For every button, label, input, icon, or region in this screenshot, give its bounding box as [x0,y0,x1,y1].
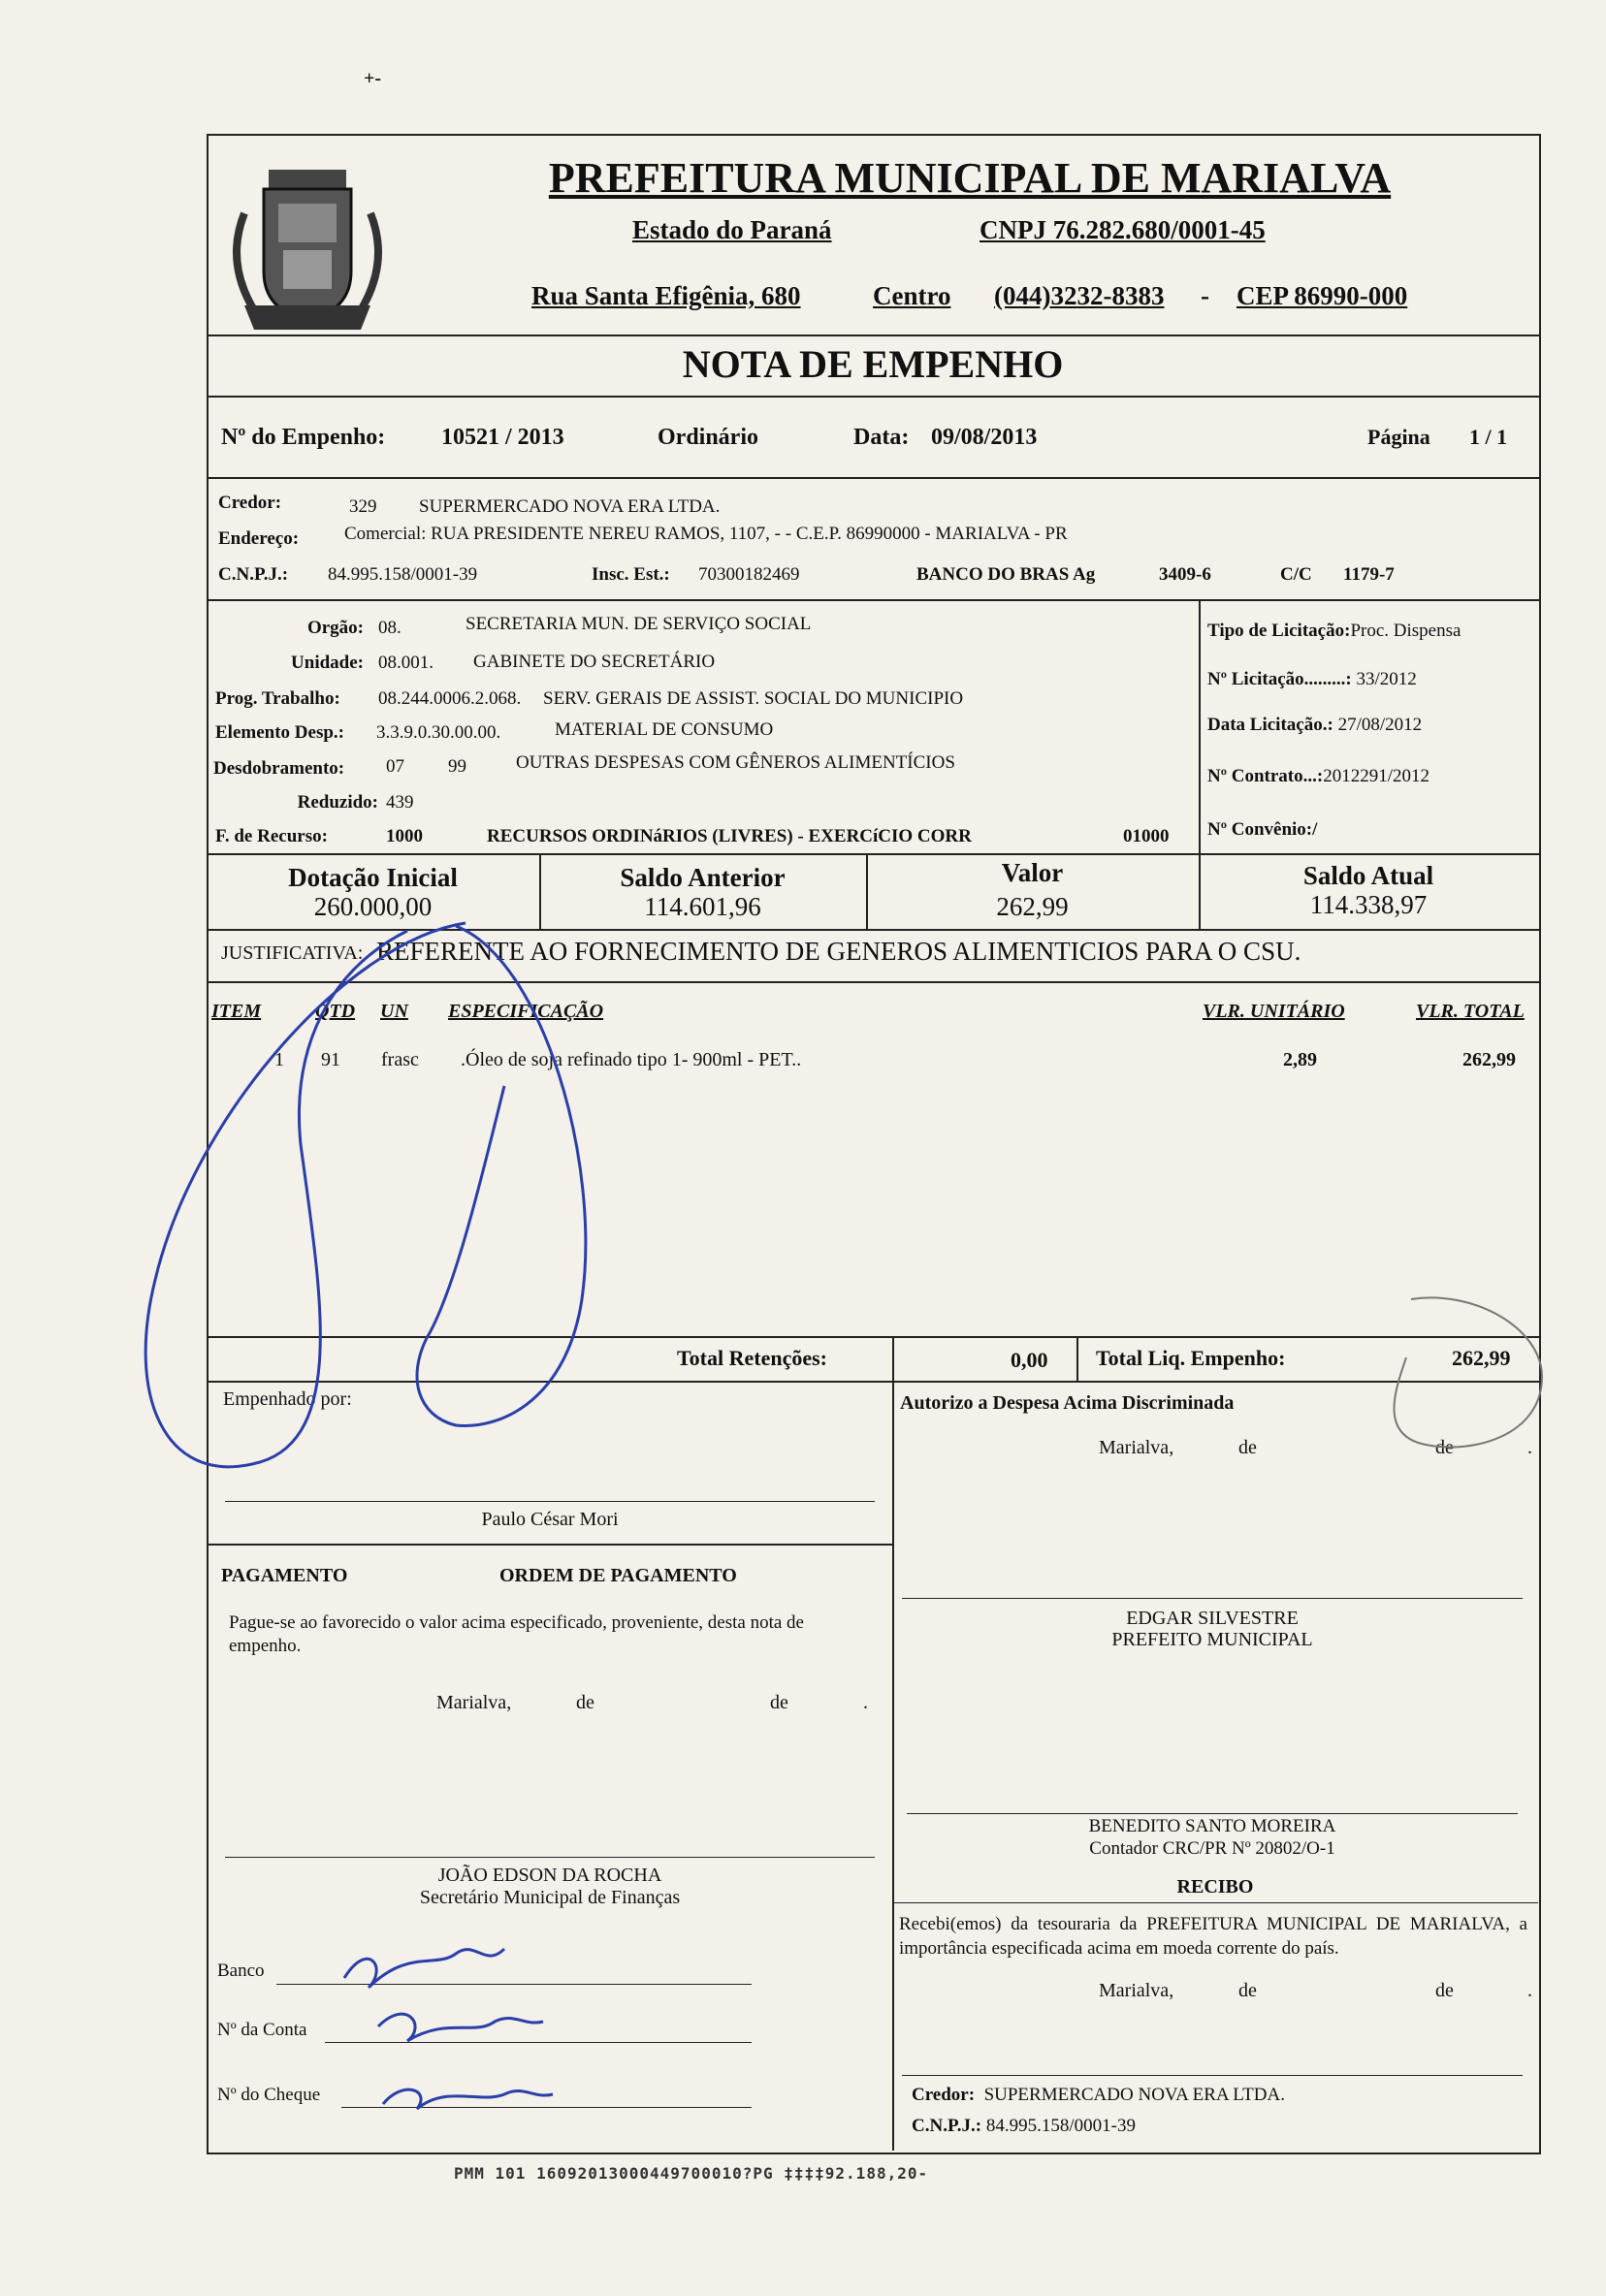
total-liq-value: 262,99 [1452,1346,1511,1370]
banco-field-label: Banco [217,1961,265,1981]
cnpj-prefeitura: CNPJ 76.282.680/0001-45 [980,215,1266,244]
orgao-label: Orgão: [306,618,364,638]
recibo-text: Recebi(emos) da tesouraria da PREFEITURA MUNICIPAL DE MARIALVA, a importância especificada acima em moeda corrente do país. [899,1914,1527,1959]
pagamento-label: PAGAMENTO [221,1565,348,1586]
banco-value: BANCO DO BRAS Ag [916,564,1096,585]
orgao-desc: SECRETARIA MUN. DE SERVIÇO SOCIAL [466,614,812,634]
page-value: 1 / 1 [1469,425,1508,449]
document-title: NOTA DE EMPENHO [682,342,1064,386]
insc-label: Insc. Est.: [592,564,670,585]
col-vlr-unit: VLR. UNITÁRIO [1203,1001,1345,1022]
pagamento-de1: de [576,1692,594,1713]
desdobramento-code1: 07 [386,756,404,777]
secretario-name: JOÃO EDSON DA ROCHA [437,1865,662,1886]
empenhado-label: Empenhado por: [223,1388,352,1410]
recibo-dot: . [1527,1980,1532,2001]
elemento-code: 3.3.9.0.30.00.00. [376,722,501,743]
signature-banco [344,1949,504,1988]
date-label: Data: [853,425,910,450]
justificativa-text: REFERENTE AO FORNECIMENTO DE GENEROS ALIMENTICIOS PARA O CSU. [376,937,1301,966]
reduzido-label: Reduzido: [297,792,378,813]
justificativa-label: JUSTIFICATIVA: [221,942,364,964]
elemento-desc: MATERIAL DE CONSUMO [555,719,774,740]
autorizo-label: Autorizo a Despesa Acima Discriminada [900,1392,1235,1414]
num-contrato: Nº Contrato...:2012291/2012 [1207,766,1429,786]
total-retencoes-label: Total Retenções: [677,1346,827,1370]
footer-code: PMM 101 16092013000449700010?PG ‡‡‡‡92.188,20- [454,2164,929,2183]
data-licitacao: Data Licitação.: 27/08/2012 [1207,715,1423,735]
pagamento-text: Pague-se ao favorecido o valor acima especificado, proveniente, desta nota de empenho. [229,1612,804,1656]
handwritten-loop-right [417,926,586,1425]
page-label: Página [1367,425,1430,449]
prog-desc: SERV. GERAIS DE ASSIST. SOCIAL DO MUNICIPIO [543,688,964,709]
prefeito-title: PREFEITO MUNICIPAL [1111,1629,1313,1650]
signature-conta [378,2014,543,2041]
pagamento-de2: de [770,1692,788,1713]
pagamento-dot: . [863,1692,868,1713]
reduzido-value: 439 [386,792,414,813]
empenho-number: 10521 / 2013 [441,425,564,450]
autorizo-city: Marialva, [1099,1437,1174,1458]
insc-value: 70300182469 [698,564,800,585]
endereco-label: Endereço: [218,528,300,549]
desdobramento-code2: 99 [448,756,466,777]
saldo-anterior-value: 114.601,96 [644,892,761,921]
desdobramento-label: Desdobramento: [213,758,345,779]
conta-field-label: Nº da Conta [217,2020,307,2040]
col-qtd: QTD [315,1001,356,1022]
unidade-code: 08.001. [378,653,434,673]
saldo-atual-label: Saldo Atual [1302,861,1434,890]
unidade-desc: GABINETE DO SECRETÁRIO [473,652,716,672]
credor-label: Credor: [218,493,282,513]
secretario-title: Secretário Municipal de Finanças [419,1887,681,1908]
pencil-circle [1395,1297,1543,1447]
empenho-type: Ordinário [658,425,759,450]
autorizo-de1: de [1238,1437,1257,1458]
separator: - [1201,281,1209,310]
recibo-city: Marialva, [1099,1980,1174,2001]
recibo-title: RECIBO [1176,1876,1254,1897]
signature-cheque [383,2089,553,2109]
tipo-licitacao: Tipo de Licitação:Proc. Dispensa [1207,621,1461,641]
address: Rua Santa Efigênia, 680 [531,281,801,310]
total-retencoes-value: 0,00 [1011,1348,1048,1372]
elemento-label: Elemento Desp.: [215,722,344,743]
phone: (044)3232-8383 [994,281,1165,310]
endereco-value: Comercial: RUA PRESIDENTE NEREU RAMOS, 1107, - - C.E.P. 86990000 - MARIALVA - PR [344,524,1068,544]
fonte-desc: RECURSOS ORDINáRIOS (LIVRES) - EXERCíCIO CORR [487,826,972,846]
estado: Estado do Paraná [632,215,832,244]
fonte-label: F. de Recurso: [215,826,328,846]
prefeito-name: EDGAR SILVESTRE [1126,1608,1299,1629]
fonte-code: 1000 [386,826,423,846]
valor-label: Valor [1001,858,1064,887]
recibo-de1: de [1238,1980,1257,2001]
orgao-code: 08. [378,618,402,638]
prog-code: 08.244.0006.2.068. [378,688,522,709]
total-liq-label: Total Liq. Empenho: [1096,1346,1286,1370]
unidade-label: Unidade: [291,653,364,673]
empenhado-signer: Paulo César Mori [481,1509,619,1530]
col-item: ITEM [211,1001,262,1022]
num-convenio: Nº Convênio:/ [1207,819,1318,840]
credor-code: 329 [349,496,377,517]
autorizo-dot: . [1527,1437,1532,1458]
cc-value: 1179-7 [1343,564,1395,585]
fonte-code2: 01000 [1123,826,1170,846]
valor-value: 262,99 [996,892,1069,921]
top-mark: +- [364,68,382,89]
page-title: PREFEITURA MUNICIPAL DE MARIALVA [548,154,1392,202]
dotacao-inicial-label: Dotação Inicial [288,863,458,892]
col-vlr-total: VLR. TOTAL [1416,1001,1525,1022]
contador-title: Contador CRC/PR Nº 20802/O-1 [1089,1838,1335,1859]
credor-name: SUPERMERCADO NOVA ERA LTDA. [419,496,721,517]
cep: CEP 86990-000 [1237,281,1408,310]
saldo-anterior-label: Saldo Anterior [620,863,786,892]
recibo-de2: de [1435,1980,1454,2001]
num-licitacao: Nº Licitação.........: 33/2012 [1207,669,1417,689]
saldo-atual-value: 114.338,97 [1309,890,1428,919]
dotacao-inicial-value: 260.000,00 [313,892,433,921]
bairro: Centro [873,281,951,310]
col-un: UN [380,1001,408,1022]
cnpj-value: 84.995.158/0001-39 [328,564,478,585]
prog-label: Prog. Trabalho: [215,688,340,709]
col-espec: ESPECIFICAÇÃO [448,1001,604,1022]
desdobramento-desc: OUTRAS DESPESAS COM GÊNEROS ALIMENTÍCIOS [516,752,955,773]
empenho-number-label: Nº do Empenho: [221,425,386,450]
credor-footer-cnpj: C.N.P.J.: 84.995.158/0001-39 [912,2116,1136,2136]
date-value: 09/08/2013 [931,425,1038,450]
cnpj-label: C.N.P.J.: [218,564,289,585]
agencia-value: 3409-6 [1159,564,1211,585]
ordem-pagamento-label: ORDEM DE PAGAMENTO [499,1565,737,1586]
table-row: 1 91 frasc .Óleo de soja refinado tipo 1- 900ml - PET.. 2,89 262,99 [274,1049,1516,1070]
cc-label: C/C [1280,564,1312,585]
pagamento-city: Marialva, [436,1692,512,1713]
autorizo-de2: de [1435,1437,1454,1458]
contador-name: BENEDITO SANTO MOREIRA [1088,1816,1336,1836]
cheque-field-label: Nº do Cheque [217,2085,321,2105]
credor-footer-line: Credor: SUPERMERCADO NOVA ERA LTDA. [912,2085,1285,2105]
